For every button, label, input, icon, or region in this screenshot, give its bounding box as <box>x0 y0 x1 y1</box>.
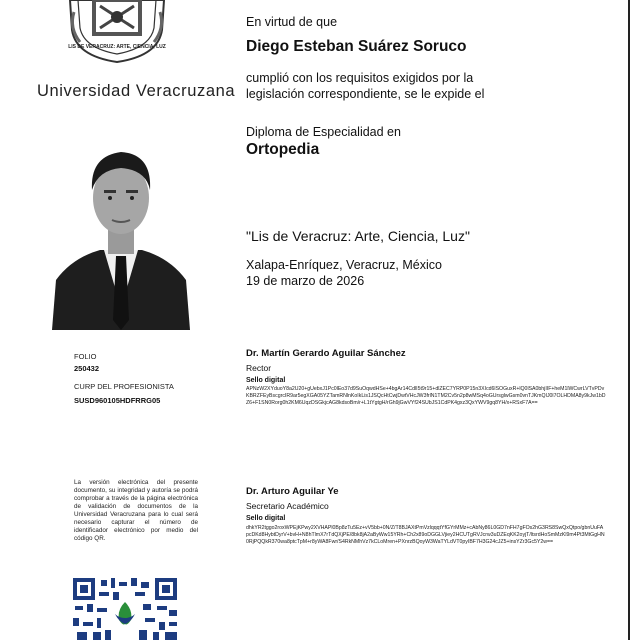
university-name: Universidad Veracruzana <box>37 82 236 100</box>
curp-value: SUSD960105HDFRRG05 <box>74 396 161 405</box>
university-seal-icon <box>66 0 168 64</box>
portrait-photo <box>52 140 190 330</box>
signer-2-name: Dr. Arturo Aguilar Ye <box>246 486 339 497</box>
folio-value: 250432 <box>74 364 100 373</box>
body-text <box>246 70 546 102</box>
signer-1-name: Dr. Martín Gerardo Aguilar Sánchez <box>246 348 406 359</box>
signer-1-seal-label: Sello digital <box>246 377 286 384</box>
folio-label: FOLIO <box>74 352 97 361</box>
issue-place: Xalapa-Enríquez, Veracruz, México <box>246 258 442 272</box>
signer-2-digital-seal: dhkYR2tggo2roxWPEjKPwy2XVHAPl0Bp8zTu5Ez+vV5bb+0N/Z/T8BJAXtPmVzlqqqtYfGYrMMz+cAbNy86L0GD7nFH7gFOs2hG3RS8SwQxQtpo/gbnUuFApcDKd8HybtDyrV+bvH+N8hTlmX7rTdQXjPE/8bk8jA2aByWw15YRh+Ch2x89oDGGLVjiey2HCUTgRVJcrw3uDZEqKK2oyjT/ltsrdHoSmMzKl9m4Pt3MtGgHN0RjPQQkR370wa8ptcTpM+r8yWA8Fwr/S4RkNMhVz7kCLoMren+PXnrzBQoyW3WaTYLdVT0pyIBF7H3G24cJZ5+insYZr3Gc5Y2w== <box>246 525 605 545</box>
signer-1-digital-seal: APNzW2XYduoY8a2U20+gUebxJ1Pc0lEo37d9SuOqwdHSe+4bgAr14CdlI5t9r15+dlZEC7YRP0P15n3XIcd6lSOGuxR+lQ0lSA0bhjIIF+heM1lWCwrLVTvPDvKBRZFEyBscgrcIR9ar5egXGA05YZTamRNlnKoIkLis1JSQcHtCwjDwtVHcJW3frlN1TM2Cv5n2p8wMSq4oGUrsglwGsm0vnTJKmQIJ0l7OLHDMA8y9kJw1bDZ6+F1SN0Rorg0h2KM6UqzDSGkjcAG8kdsoBm/r+L1tYgtgH/rGh9jGwVYf24SUbJS1CdPK4gxz3QxYWV9gq8YH/x+RSxF7A== <box>246 386 606 406</box>
validation-note: La versión electrónica del presente documento, su integridad y autoría se podrá comprobar a través de la página electrónica de validación de documentos de la Universidad Veracruzana para lo cual será necesario capturar el número de identificador electrónico por medio del código QR. <box>74 479 198 542</box>
qr-code-icon[interactable] <box>73 578 177 640</box>
recipient-name: Diego Esteban Suárez Soruco <box>246 38 467 55</box>
curp-label: CURP DEL PROFESIONISTA <box>74 382 174 391</box>
issue-date: 19 de marzo de 2026 <box>246 274 365 288</box>
signer-1-role: Rector <box>246 363 272 373</box>
body-line-2: legislación correspondiente, se le expide el <box>246 87 485 101</box>
body-line-1: cumplió con los requisitos exigidos por la <box>246 71 474 85</box>
intro-text: En virtud de que <box>246 15 338 29</box>
diploma-label: Diploma de Especialidad en <box>246 125 401 139</box>
specialty-title: Ortopedia <box>246 141 320 158</box>
signer-2-role: Secretario Académico <box>246 501 329 511</box>
seal-motto: LIS DE VERACRUZ: ARTE, CIENCIA, LUZ <box>68 44 166 50</box>
motto-text: "Lis de Veracruz: Arte, Ciencia, Luz" <box>246 228 470 244</box>
signer-2-seal-label: Sello digital <box>246 515 286 522</box>
page-border <box>628 0 630 640</box>
